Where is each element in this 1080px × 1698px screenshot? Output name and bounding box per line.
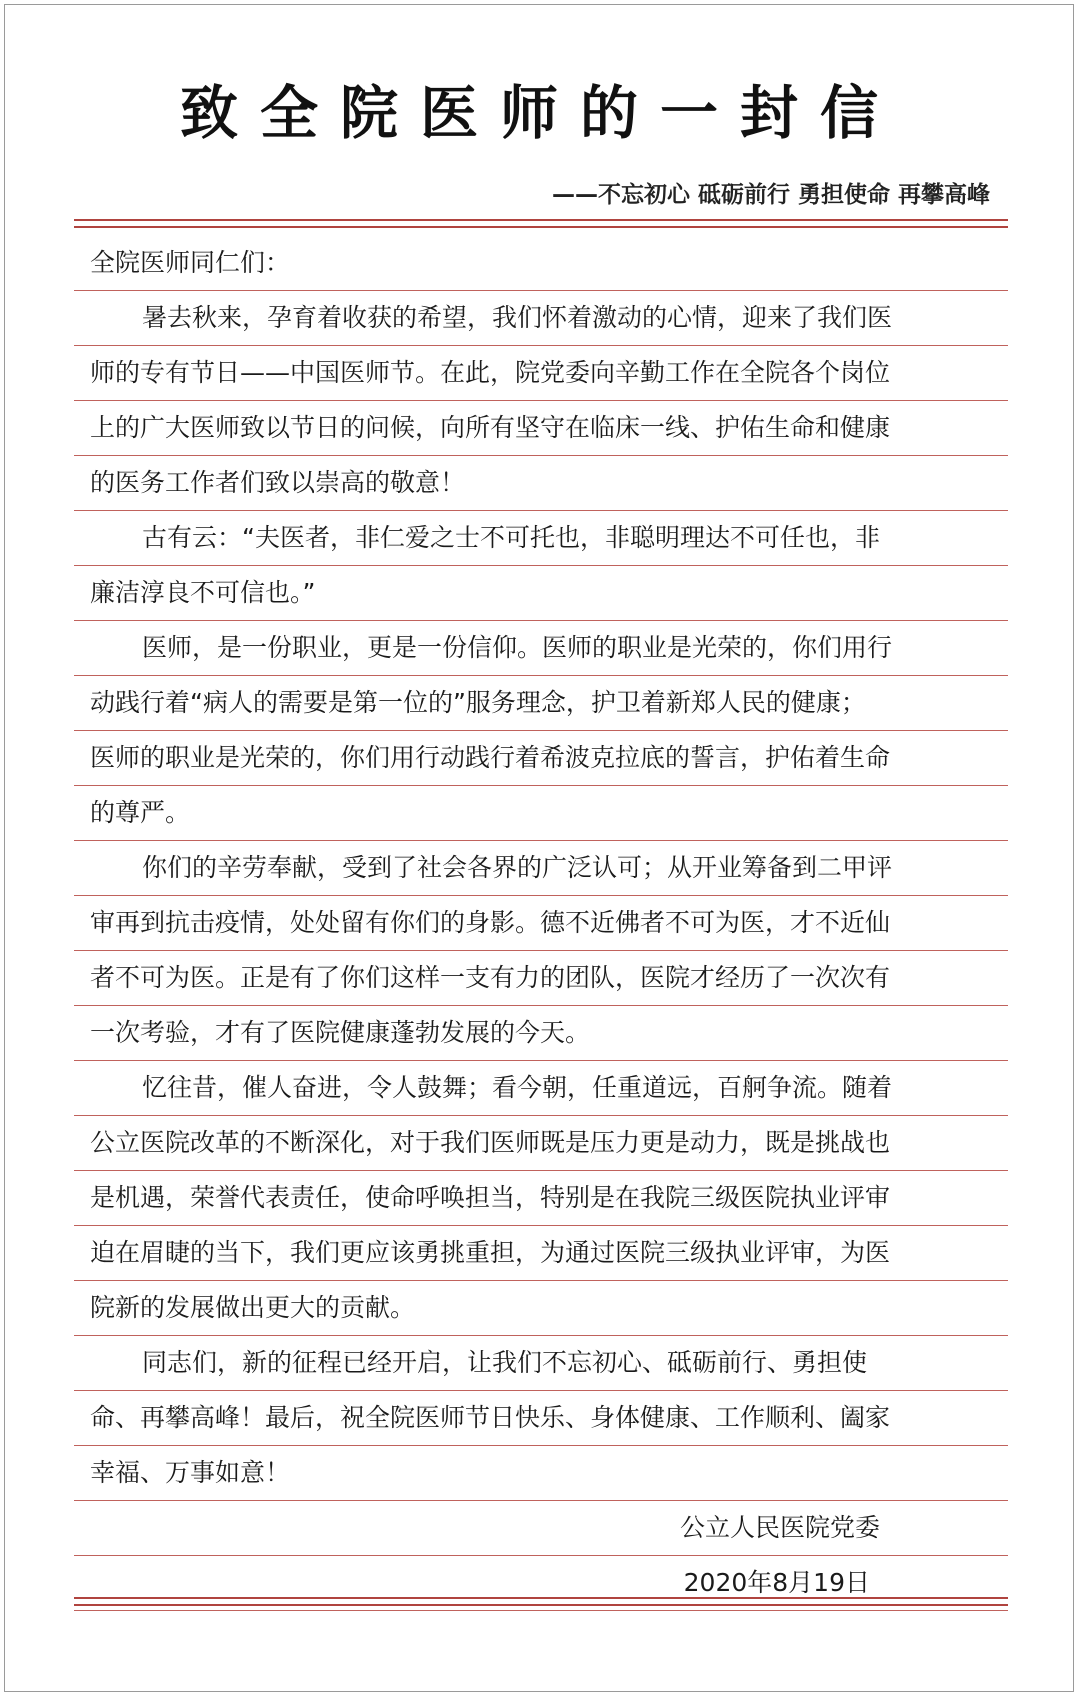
signature-line: 公立人民医院党委: [74, 1501, 1008, 1556]
top-double-divider: [74, 219, 1008, 228]
body-line: 命、再攀高峰！最后，祝全院医师节日快乐、身体健康、工作顺利、阖家: [74, 1391, 1008, 1446]
body-line: 审再到抗击疫情，处处留有你们的身影。德不近佛者不可为医，才不近仙: [74, 896, 1008, 951]
body-line: 迫在眉睫的当下，我们更应该勇挑重担，为通过医院三级执业评审，为医: [74, 1226, 1008, 1281]
body-line: 古有云：“夫医者，非仁爱之士不可托也，非聪明理达不可任也，非: [74, 511, 1008, 566]
body-line: 者不可为医。正是有了你们这样一支有力的团队，医院才经历了一次次有: [74, 951, 1008, 1006]
body-line: 动践行着“病人的需要是第一位的”服务理念，护卫着新郑人民的健康；: [74, 676, 1008, 731]
body-line: 你们的辛劳奉献，受到了社会各界的广泛认可；从开业筹备到二甲评: [74, 841, 1008, 896]
body-line: 的尊严。: [74, 786, 1008, 841]
body-line: 是机遇，荣誉代表责任，使命呼唤担当，特别是在我院三级医院执业评审: [74, 1171, 1008, 1226]
body-line: 的医务工作者们致以崇高的敬意！: [74, 456, 1008, 511]
body-line: 一次考验，才有了医院健康蓬勃发展的今天。: [74, 1006, 1008, 1061]
body-line: 公立医院改革的不断深化，对于我们医师既是压力更是动力，既是挑战也: [74, 1116, 1008, 1171]
body-line: 医师的职业是光荣的，你们用行动践行着希波克拉底的誓言，护佑着生命: [74, 731, 1008, 786]
body-line: 医师，是一份职业，更是一份信仰。医师的职业是光荣的，你们用行: [74, 621, 1008, 676]
letter-body: [74, 236, 1008, 1611]
salutation-line: 全院医师同仁们：: [74, 236, 1008, 291]
body-line: 忆往昔，催人奋进，令人鼓舞；看今朝，任重道远，百舸争流。随着: [74, 1061, 1008, 1116]
body-line: 上的广大医师致以节日的问候，向所有坚守在临床一线、护佑生命和健康: [74, 401, 1008, 456]
bottom-double-divider: [74, 1597, 1008, 1606]
date-line: 2020年8月19日: [74, 1556, 1008, 1611]
body-line: 幸福、万事如意！: [74, 1446, 1008, 1501]
letter-title: 致全院医师的一封信: [179, 79, 900, 147]
body-line: 廉洁淳良不可信也。”: [74, 566, 1008, 621]
letter-subtitle: ——不忘初心 砥砺前行 勇担使命 再攀高峰: [551, 182, 990, 208]
body-line: 师的专有节日——中国医师节。在此，院党委向辛勤工作在全院各个岗位: [74, 346, 1008, 401]
body-line: 同志们，新的征程已经开启，让我们不忘初心、砥砺前行、勇担使: [74, 1336, 1008, 1391]
body-line: 院新的发展做出更大的贡献。: [74, 1281, 1008, 1336]
body-line: 暑去秋来，孕育着收获的希望，我们怀着激动的心情，迎来了我们医: [74, 291, 1008, 346]
